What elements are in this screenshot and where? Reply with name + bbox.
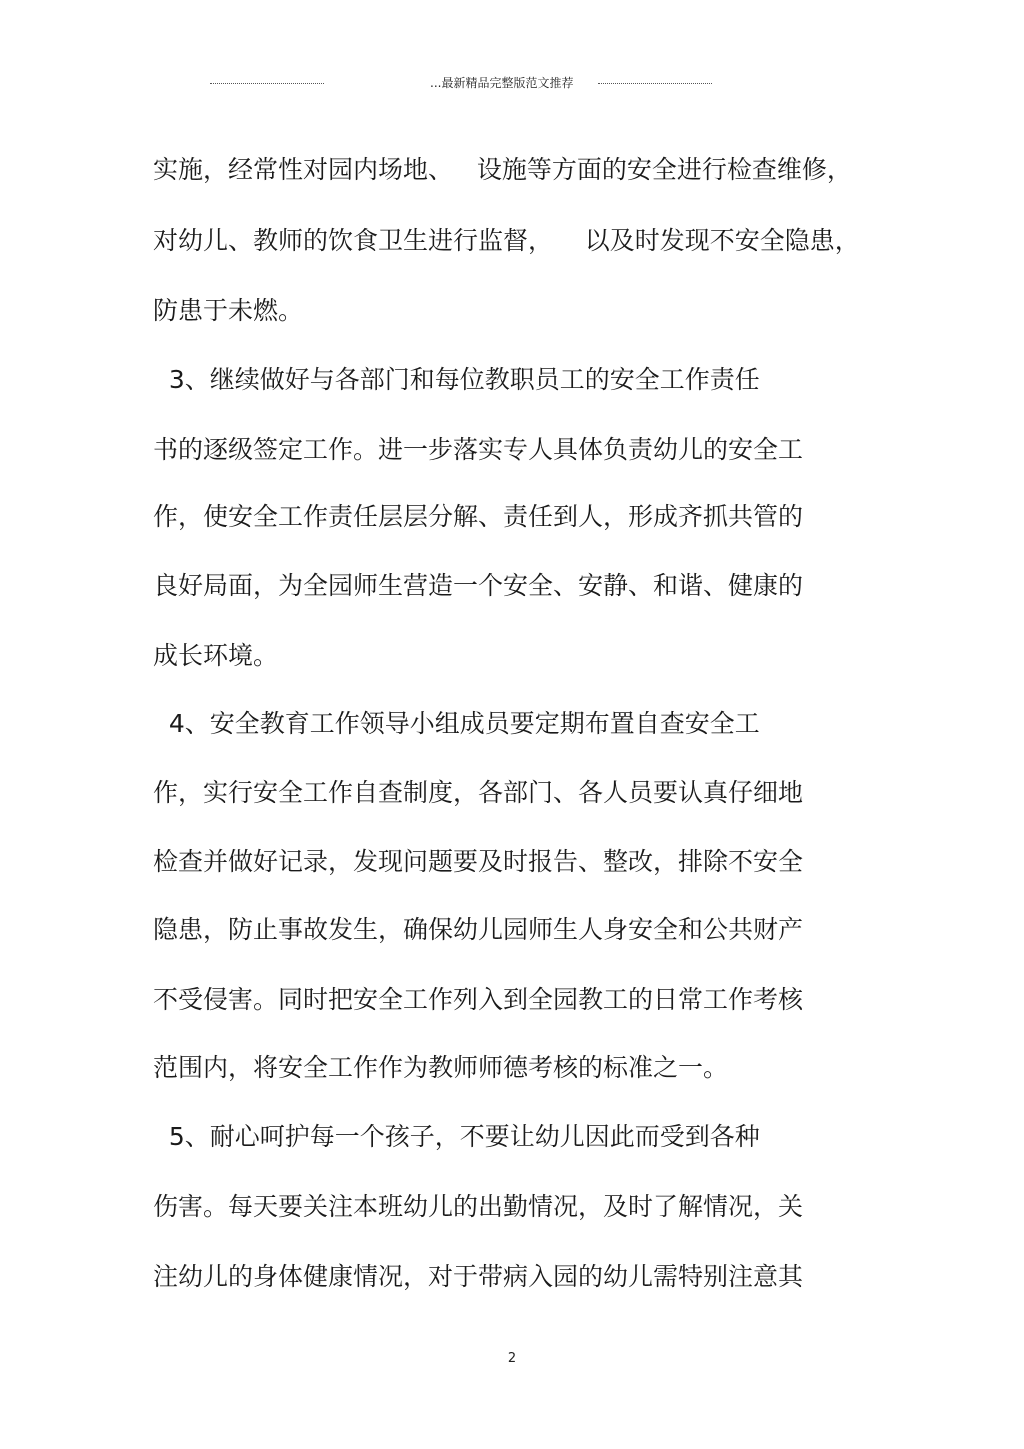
body-line: 3、继续做好与各部门和每位教职员工的安全工作责任 (153, 365, 760, 394)
header-rule-left (210, 83, 324, 84)
body-line: 作，使安全工作责任层层分解、责任到人，形成齐抓共管的 (153, 502, 804, 531)
body-line: 4、安全教育工作领导小组成员要定期布置自查安全工 (153, 709, 760, 738)
body-line: 作，实行安全工作自查制度，各部门、各人员要认真仔细地 (153, 778, 804, 807)
body-line: 良好局面，为全园师生营造一个安全、安静、和谐、健康的 (153, 571, 804, 600)
body-line: 防患于未燃。 (153, 296, 304, 325)
body-line: 注幼儿的身体健康情况，对于带病入园的幼儿需特别注意其 (153, 1262, 804, 1291)
page-header (0, 74, 1024, 94)
body-line: 隐患，防止事故发生，确保幼儿园师生人身安全和公共财产 (153, 915, 804, 944)
body-line: 成长环境。 (153, 641, 279, 670)
body-line: 5、耐心呵护每一个孩子，不要让幼儿因此而受到各种 (153, 1122, 760, 1151)
page-number: 2 (507, 1351, 517, 1366)
header-text: ...最新精品完整版范文推荐 (430, 76, 574, 90)
body-line: 范围内，将安全工作作为教师师德考核的标准之一。 (153, 1053, 729, 1082)
body-line: 伤害。每天要关注本班幼儿的出勤情况，及时了解情况，关 (153, 1192, 804, 1221)
header-rule-right (598, 83, 712, 84)
body-line: 对幼儿、教师的饮食卫生进行监督， 以及时发现不安全隐患， (153, 226, 860, 255)
body-line: 检查并做好记录，发现问题要及时报告、整改，排除不安全 (153, 847, 804, 876)
body-line: 不受侵害。同时把安全工作列入到全园教工的日常工作考核 (153, 985, 804, 1014)
body-line: 实施，经常性对园内场地、 设施等方面的安全进行检查维修， (153, 155, 852, 184)
body-line: 书的逐级签定工作。进一步落实专人具体负责幼儿的安全工 (153, 435, 804, 464)
